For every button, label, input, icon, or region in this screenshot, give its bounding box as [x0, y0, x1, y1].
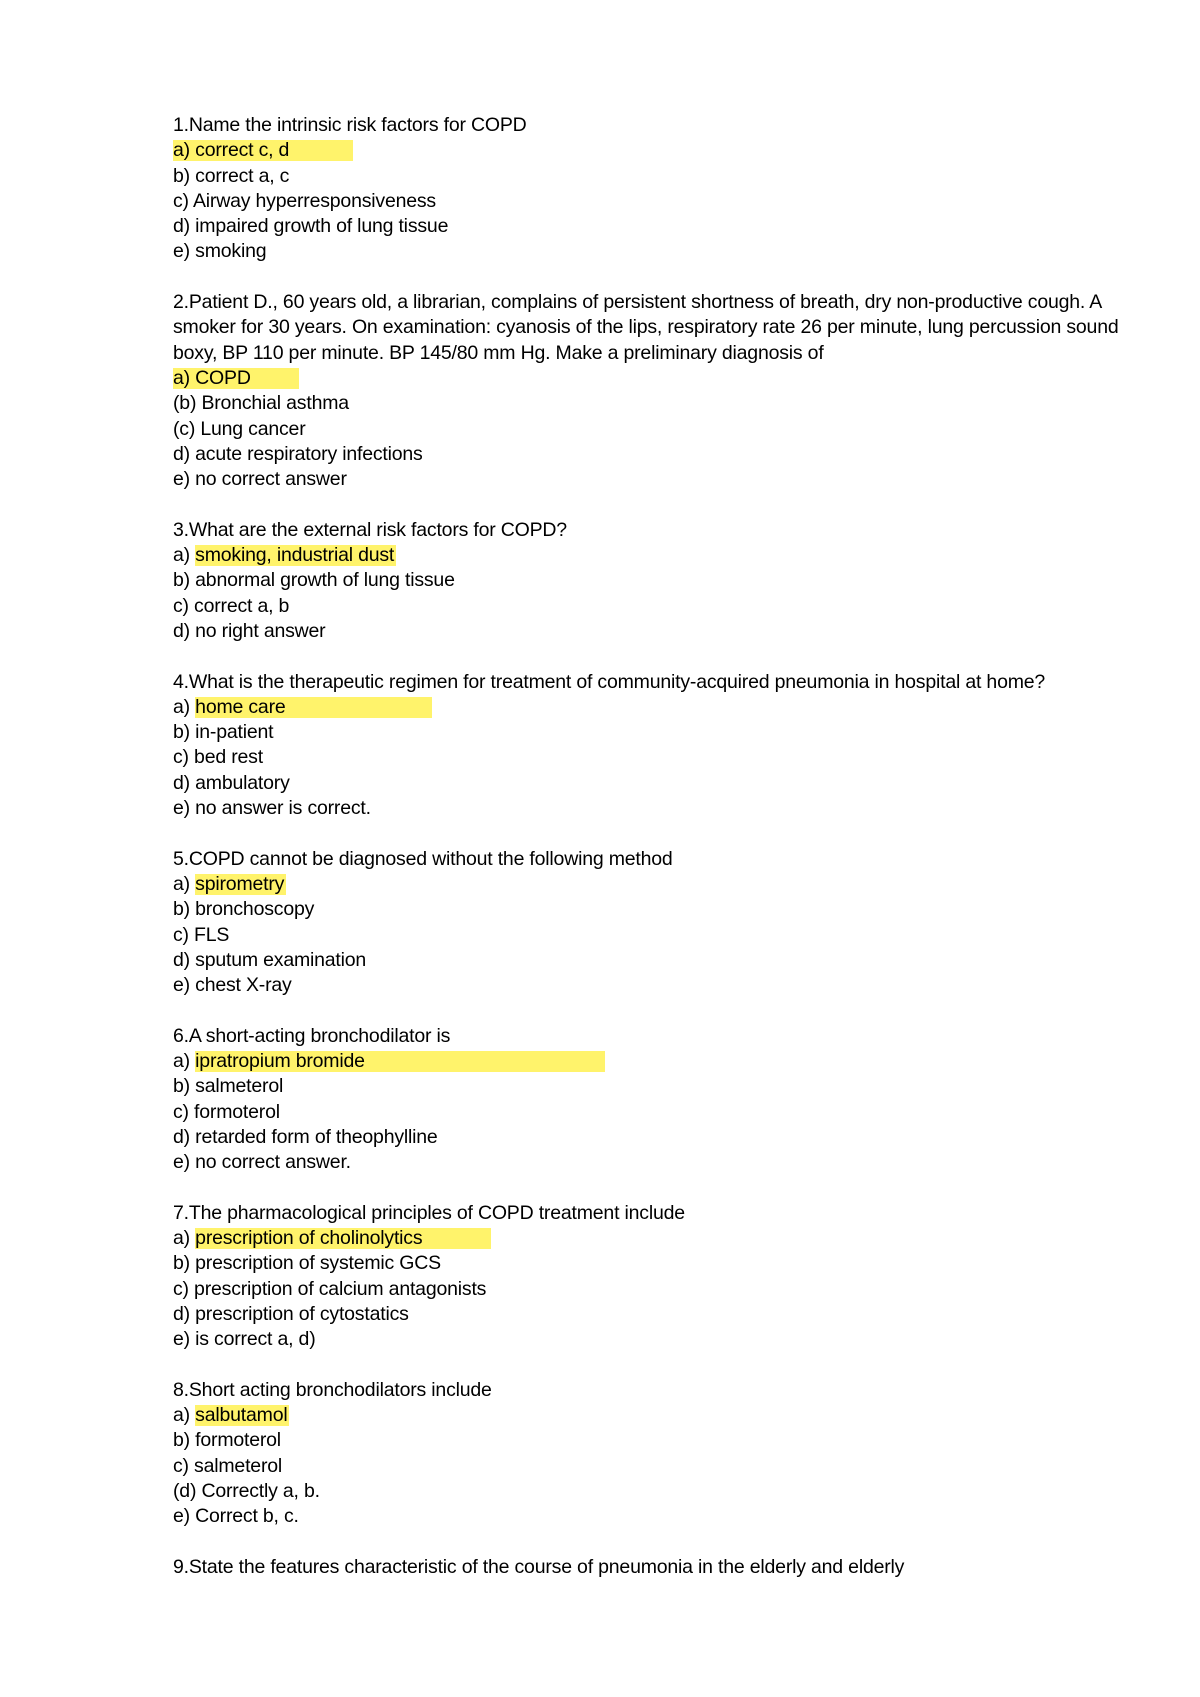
answer-option: c) formoterol: [173, 1100, 280, 1123]
answer-option: e) is correct a, d): [173, 1328, 316, 1351]
answer-option: [173, 695, 1133, 720]
answer-option: c) correct a, b: [173, 594, 290, 617]
question-stem: 8.Short acting bronchodilators include: [173, 1378, 492, 1401]
question-block: [173, 1555, 1133, 1580]
answer-option: b) formoterol: [173, 1429, 281, 1452]
answer-option: (b) Bronchial asthma: [173, 392, 349, 415]
answer-option: d) ambulatory: [173, 771, 290, 794]
answer-option: b) correct a, c: [173, 164, 290, 187]
answer-option: c) FLS: [173, 923, 230, 946]
answer-option: b) in-patient: [173, 721, 274, 744]
highlighted-answer: home care: [195, 697, 432, 718]
question-block: [173, 1378, 1133, 1530]
answer-option: [173, 872, 1133, 897]
question-stem: 9.State the features characteristic of the course of pneumonia in the elderly and elderly: [173, 1555, 905, 1578]
option-prefix: a): [173, 695, 196, 718]
answer-option: [173, 1403, 1133, 1428]
answer-option: e) no correct answer.: [173, 1151, 351, 1174]
option-prefix: a): [173, 1404, 196, 1427]
answer-option: [173, 1049, 1133, 1074]
answer-option: e) smoking: [173, 240, 267, 263]
answer-option: c) Airway hyperresponsiveness: [173, 189, 436, 212]
question-stem: 7.The pharmacological principles of COPD treatment include: [173, 1201, 685, 1224]
answer-option: d) retarded form of theophylline: [173, 1125, 438, 1148]
highlighted-answer: a) COPD: [173, 368, 299, 389]
question-stem: 2.Patient D., 60 years old, a librarian, complains of persistent shortness of breath, dry non-productive cough. A smoker for 30 years. On examination: cyanosis of the lips, respiratory rate 26 per minute, lung percussion sound boxy, BP 110 per minute. BP 145/80 mm Hg. Make a preliminary diagnosis of: [173, 291, 1119, 364]
answer-option: d) prescription of cytostatics: [173, 1302, 409, 1325]
highlighted-answer: a) correct c, d: [173, 140, 353, 161]
answer-option: e) chest X-ray: [173, 974, 292, 997]
answer-option: e) no answer is correct.: [173, 797, 371, 820]
answer-option: d) sputum examination: [173, 948, 367, 971]
answer-option: e) no correct answer: [173, 468, 347, 491]
highlighted-answer: prescription of cholinolytics: [195, 1228, 491, 1249]
answer-option: d) acute respiratory infections: [173, 442, 423, 465]
question-block: [173, 847, 1133, 999]
option-prefix: a): [173, 544, 196, 567]
answer-option: c) bed rest: [173, 746, 263, 769]
answer-option: b) salmeterol: [173, 1075, 284, 1098]
question-block: [173, 1024, 1133, 1176]
question-block: [173, 290, 1133, 492]
highlighted-answer: spirometry: [195, 872, 285, 895]
question-stem: 6.A short-acting bronchodilator is: [173, 1024, 451, 1047]
question-stem: 3.What are the external risk factors for COPD?: [173, 518, 567, 541]
answer-option: [173, 366, 1133, 391]
question-block: [173, 113, 1133, 265]
option-prefix: a): [173, 872, 196, 895]
document-page: [173, 113, 1133, 1606]
question-stem: 5.COPD cannot be diagnosed without the following method: [173, 847, 673, 870]
answer-option: [173, 543, 1133, 568]
answer-option: (c) Lung cancer: [173, 417, 306, 440]
question-stem: 4.What is the therapeutic regimen for treatment of community-acquired pneumonia in hospital at home?: [173, 670, 1046, 693]
question-block: [173, 670, 1133, 822]
answer-option: c) prescription of calcium antagonists: [173, 1277, 487, 1300]
question-block: [173, 518, 1133, 644]
answer-option: [173, 138, 1133, 163]
question-block: [173, 1201, 1133, 1353]
answer-option: b) bronchoscopy: [173, 898, 315, 921]
answer-option: b) prescription of systemic GCS: [173, 1252, 441, 1275]
answer-option: (d) Correctly a, b.: [173, 1480, 320, 1503]
answer-option: b) abnormal growth of lung tissue: [173, 569, 455, 592]
question-stem: 1.Name the intrinsic risk factors for COPD: [173, 114, 527, 136]
highlighted-answer: salbutamol: [195, 1404, 288, 1427]
answer-option: [173, 1226, 1133, 1251]
answer-option: c) salmeterol: [173, 1454, 283, 1477]
highlighted-answer: ipratropium bromide: [195, 1051, 605, 1072]
highlighted-answer: smoking, industrial dust: [195, 544, 395, 567]
option-prefix: a): [173, 1227, 196, 1250]
option-prefix: a): [173, 1049, 196, 1072]
answer-option: d) impaired growth of lung tissue: [173, 215, 449, 238]
answer-option: d) no right answer: [173, 619, 326, 642]
answer-option: e) Correct b, c.: [173, 1505, 299, 1528]
